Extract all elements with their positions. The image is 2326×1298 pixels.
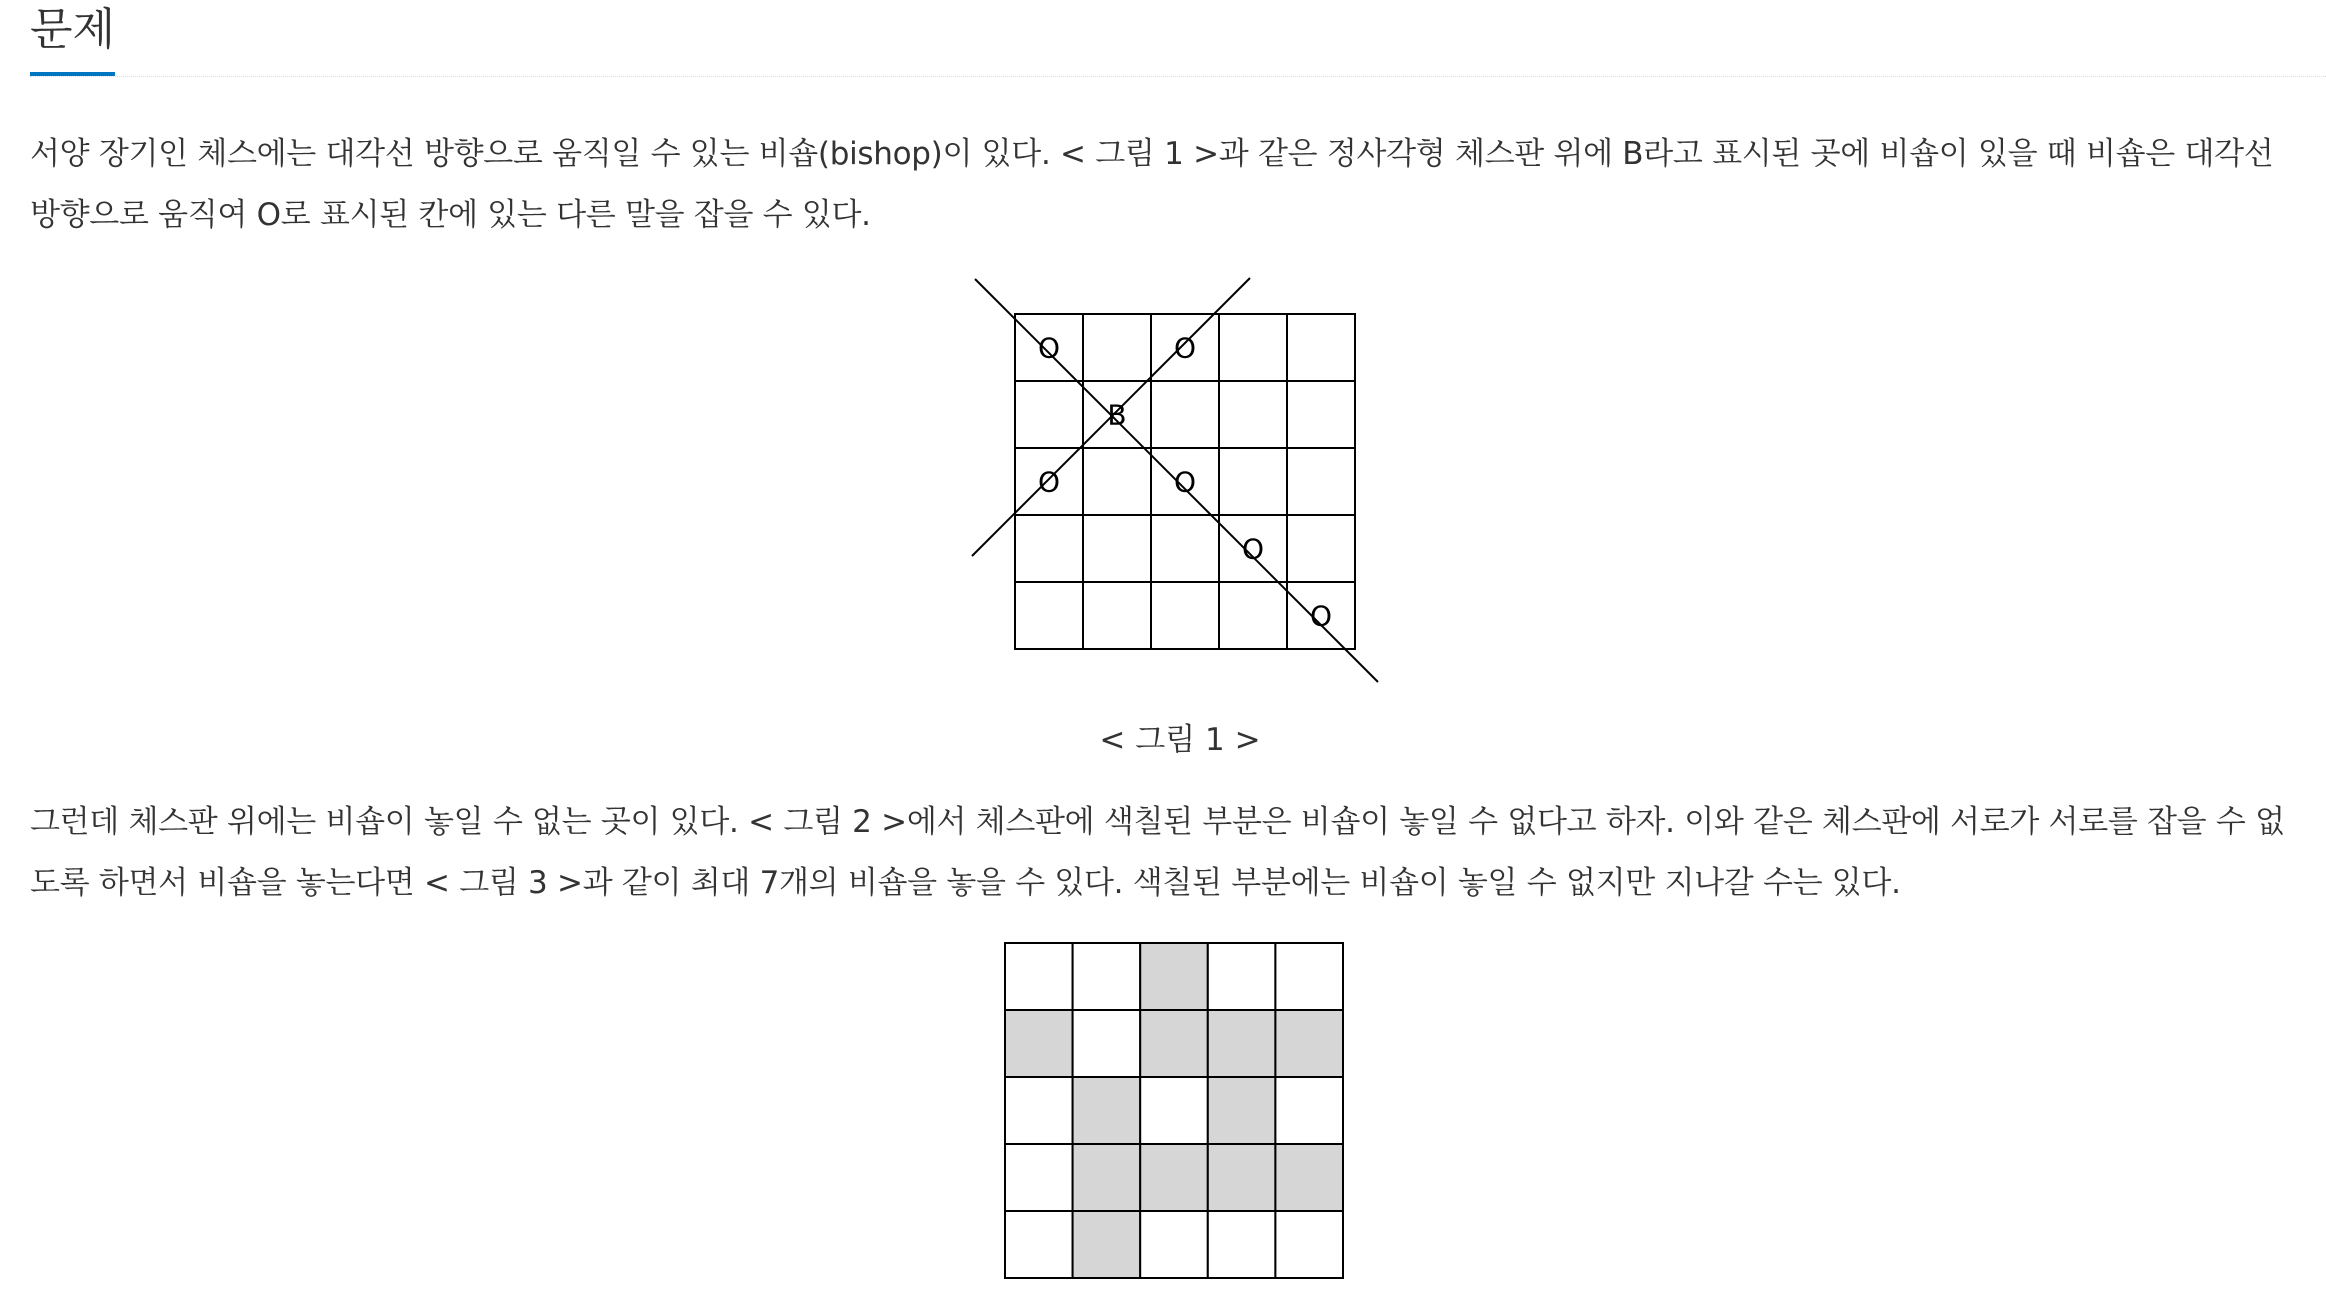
capture-marker: O bbox=[1173, 331, 1197, 365]
board-cell bbox=[1287, 515, 1355, 582]
board-cell-blocked bbox=[1140, 1144, 1208, 1211]
problem-paragraph-2: 그런데 체스판 위에는 비숍이 놓일 수 없는 곳이 있다. < 그림 2 >에서 체스판에 색칠된 부분은 비숍이 놓일 수 없다고 하자. 이와 같은 체스판에 서로가 서로를 잡을 수 없도록 하면서 비숍을 놓는다면 < 그림 3 >과 같이 최대 7개의 비숍을 놓을 수 있다. 색칠된 부분에는 비숍이 놓일 수 없지만 지나갈 수는 있다. bbox=[30, 804, 2285, 901]
board-cell bbox=[1287, 381, 1355, 448]
board-cell-blocked bbox=[1140, 1010, 1208, 1077]
board-cell bbox=[1140, 1077, 1208, 1144]
board-cell bbox=[1151, 381, 1219, 448]
board-cell-blocked bbox=[1275, 1010, 1343, 1077]
board-cell bbox=[1083, 314, 1151, 381]
board-cell bbox=[1219, 314, 1287, 381]
board-cell-blocked bbox=[1005, 1010, 1073, 1077]
section-title: 문제 bbox=[30, 2, 115, 76]
board-cell bbox=[1015, 381, 1083, 448]
section-header bbox=[30, 0, 2326, 77]
bishop-marker: B bbox=[1107, 398, 1127, 432]
board-cell bbox=[1208, 1211, 1276, 1278]
board-cell-blocked bbox=[1275, 1144, 1343, 1211]
board-cell-blocked bbox=[1073, 1211, 1141, 1278]
board-cell bbox=[1005, 943, 1073, 1010]
board-cell bbox=[1073, 943, 1141, 1010]
board-cell-blocked bbox=[1208, 1077, 1276, 1144]
board-cell-blocked bbox=[1208, 1010, 1276, 1077]
figure-2-cells bbox=[1005, 943, 1343, 1278]
board-cell bbox=[1015, 582, 1083, 649]
board-cell bbox=[1287, 448, 1355, 515]
board-cell bbox=[1005, 1077, 1073, 1144]
capture-marker: O bbox=[1241, 532, 1265, 566]
capture-marker: O bbox=[1037, 465, 1061, 499]
board-cell bbox=[1073, 1010, 1141, 1077]
board-cell-blocked bbox=[1073, 1144, 1141, 1211]
board-cell-blocked bbox=[1140, 943, 1208, 1010]
figure-1-caption: < 그림 1 > bbox=[1099, 722, 1261, 758]
board-cell bbox=[1275, 1211, 1343, 1278]
board-cell bbox=[1140, 1211, 1208, 1278]
figure-2-chessboard bbox=[1003, 941, 1345, 1281]
capture-marker: O bbox=[1037, 331, 1061, 365]
board-cell bbox=[1005, 1211, 1073, 1278]
board-cell bbox=[1275, 1077, 1343, 1144]
capture-marker: O bbox=[1173, 465, 1197, 499]
board-cell bbox=[1287, 314, 1355, 381]
board-cell bbox=[1005, 1144, 1073, 1211]
board-cell bbox=[1151, 515, 1219, 582]
capture-marker: O bbox=[1309, 599, 1333, 633]
board-cell bbox=[1219, 582, 1287, 649]
board-cell bbox=[1015, 515, 1083, 582]
board-cell bbox=[1208, 943, 1276, 1010]
board-cell bbox=[1219, 448, 1287, 515]
figure-1-chessboard bbox=[960, 270, 1380, 690]
board-cell bbox=[1151, 582, 1219, 649]
board-cell bbox=[1083, 582, 1151, 649]
board-cell-blocked bbox=[1073, 1077, 1141, 1144]
board-cell bbox=[1275, 943, 1343, 1010]
board-cell bbox=[1219, 381, 1287, 448]
board-cell-blocked bbox=[1208, 1144, 1276, 1211]
board-cell bbox=[1083, 515, 1151, 582]
board-cell bbox=[1083, 448, 1151, 515]
problem-paragraph-1: 서양 장기인 체스에는 대각선 방향으로 움직일 수 있는 비숍(bishop)이 있다. < 그림 1 >과 같은 정사각형 체스판 위에 B라고 표시된 곳에 비숍이 있을 때 비숍은 대각선 방향으로 움직여 O로 표시된 칸에 있는 다른 말을 잡을 수 있다. bbox=[30, 136, 2274, 233]
